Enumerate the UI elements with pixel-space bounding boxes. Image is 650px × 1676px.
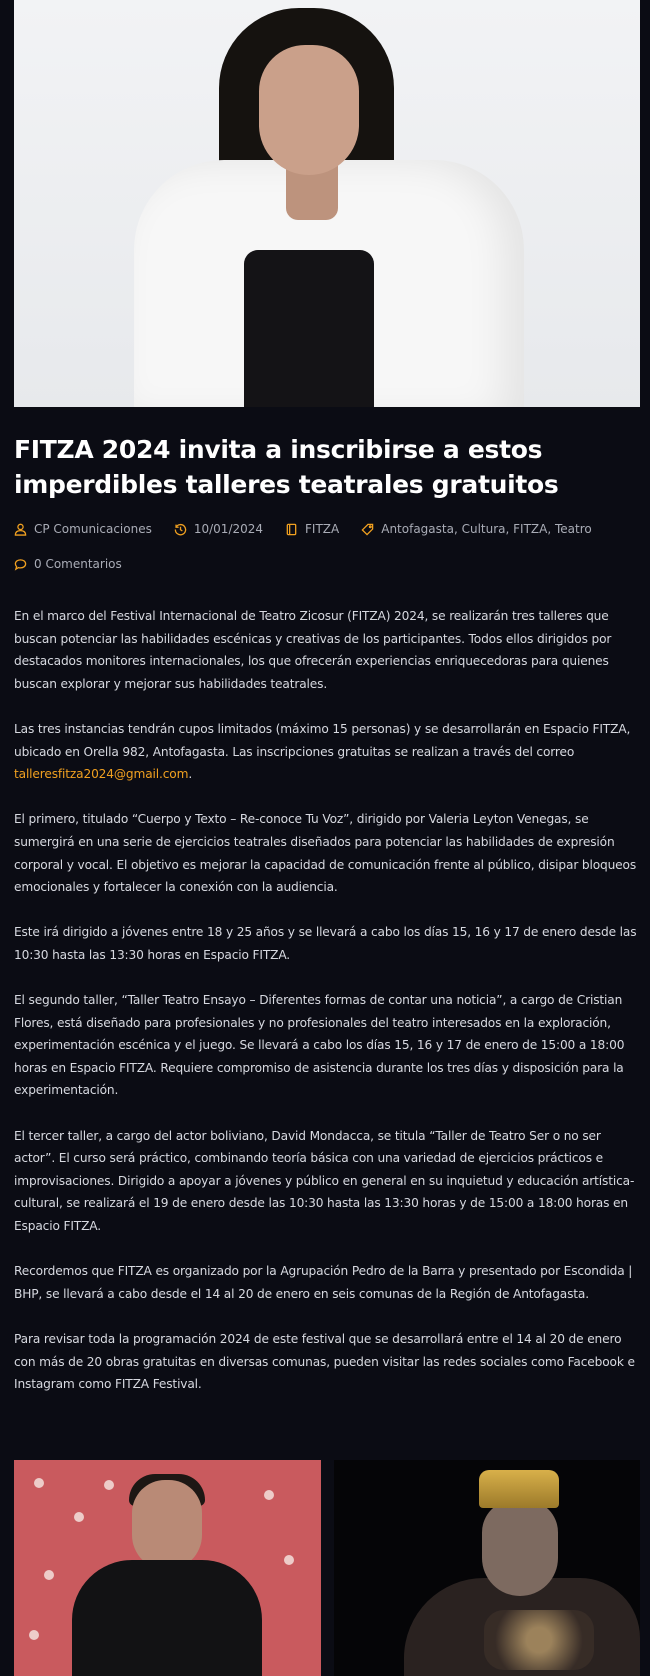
meta-date[interactable] [174,522,263,536]
meta-comments[interactable] [14,557,122,571]
article-meta [14,520,634,590]
paragraph-4: Este irá dirigido a jóvenes entre 18 y 25 años y se llevará a cabo los días 15, 16 y 17 de enero desde las 10:30 hasta las 13:30 horas en Espacio FITZA. [14,925,637,962]
meta-category[interactable] [285,522,339,536]
paragraph-2 [14,718,639,786]
meta-tags[interactable] [361,522,591,536]
email-link[interactable]: talleresfitza2024@gmail.com [14,767,189,782]
user-icon [14,523,27,536]
hero-image [14,0,640,407]
article-body [14,605,639,1418]
paragraph-2-text: Las tres instancias tendrán cupos limitados (máximo 15 personas) y se desarrollarán en Espacio FITZA, ubicado en Orella 982, Antofagasta. Las inscripciones gratuitas se realizan a través del correo [14,721,631,759]
paragraph-5: El segundo taller, “Taller Teatro Ensayo – Diferentes formas de contar una noticia”, a cargo de Cristian Flores, está diseñado para profesionales y no profesionales del teatro interesados en la exploración, experimentación escénica y el juego. Se llevará a cabo los días 15, 16 y 17 de enero de 15:00 a 18:00 horas en Espacio FITZA. Requiere compromiso de asistencia durante los tres días y disposición para la experimentación. [14,993,625,1098]
tag-icon [361,523,374,536]
meta-category-label: FITZA [305,522,340,536]
meta-author[interactable] [14,522,152,536]
gallery-image-instructor[interactable] [14,1460,321,1676]
paragraph-6: El tercer taller, a cargo del actor boliviano, David Mondacca, se titula “Taller de Teatro Ser o no ser actor”. El curso será práctico, combinando teoría básica con una variedad de ejercicios prácticos e improvisaciones. Dirigido a apoyar a jóvenes y público en general en su inquietud y educación artística-cultural, se realizará el 19 de enero desde las 10:30 hasta las 13:30 horas y de 15:00 a 18:00 horas en Espacio FITZA. [14,1128,635,1234]
meta-author-label: CP Comunicaciones [34,522,152,536]
paragraph-7: Recordemos que FITZA es organizado por la Agrupación Pedro de la Barra y presentado por Escondida | BHP, se llevará a cabo desde el 14 al 20 de enero en seis comunas de la Región de Antofagasta. [14,1264,633,1301]
gallery-image-actor[interactable] [334,1460,640,1676]
history-icon [174,523,187,536]
paragraph-3: El primero, titulado “Cuerpo y Texto – Re-conoce Tu Voz”, dirigido por Valeria Leyton Venegas, se sumergirá en una serie de ejercicios teatrales diseñados para potenciar las habilidades de expresión corporal y vocal. El objetivo es mejorar la capacidad de comunicación frente al público, disipar bloqueos emocionales y fortalecer la conexión con la audiencia. [14,812,637,895]
meta-tags-label: Antofagasta, Cultura, FITZA, Teatro [381,522,592,536]
comment-icon [14,558,27,571]
meta-date-label: 10/01/2024 [193,522,264,536]
paragraph-1: En el marco del Festival Internacional de Teatro Zicosur (FITZA) 2024, se realizarán tres talleres que buscan potenciar las habilidades escénicas y creativas de los participantes. Todos ellos dirigidos por destacados monitores internacionales, los que ofrecerán experiencias enriquecedoras para quienes buscan explorar y mejorar sus habilidades teatrales. [14,609,612,691]
meta-comments-label: 0 Comentarios [34,557,122,571]
article-title: FITZA 2024 invita a inscribirse a estos imperdibles talleres teatrales gratuitos [14,435,559,499]
paragraph-8: Para revisar toda la programación 2024 de este festival que se desarrollará entre el 14 al 20 de enero con más de 20 obras gratuitas en diversas comunas, pueden visitar las redes sociales como Facebook e Instagram como FITZA Festival. [14,1332,635,1392]
book-icon [285,523,298,536]
paragraph-2-end: . [188,767,193,782]
